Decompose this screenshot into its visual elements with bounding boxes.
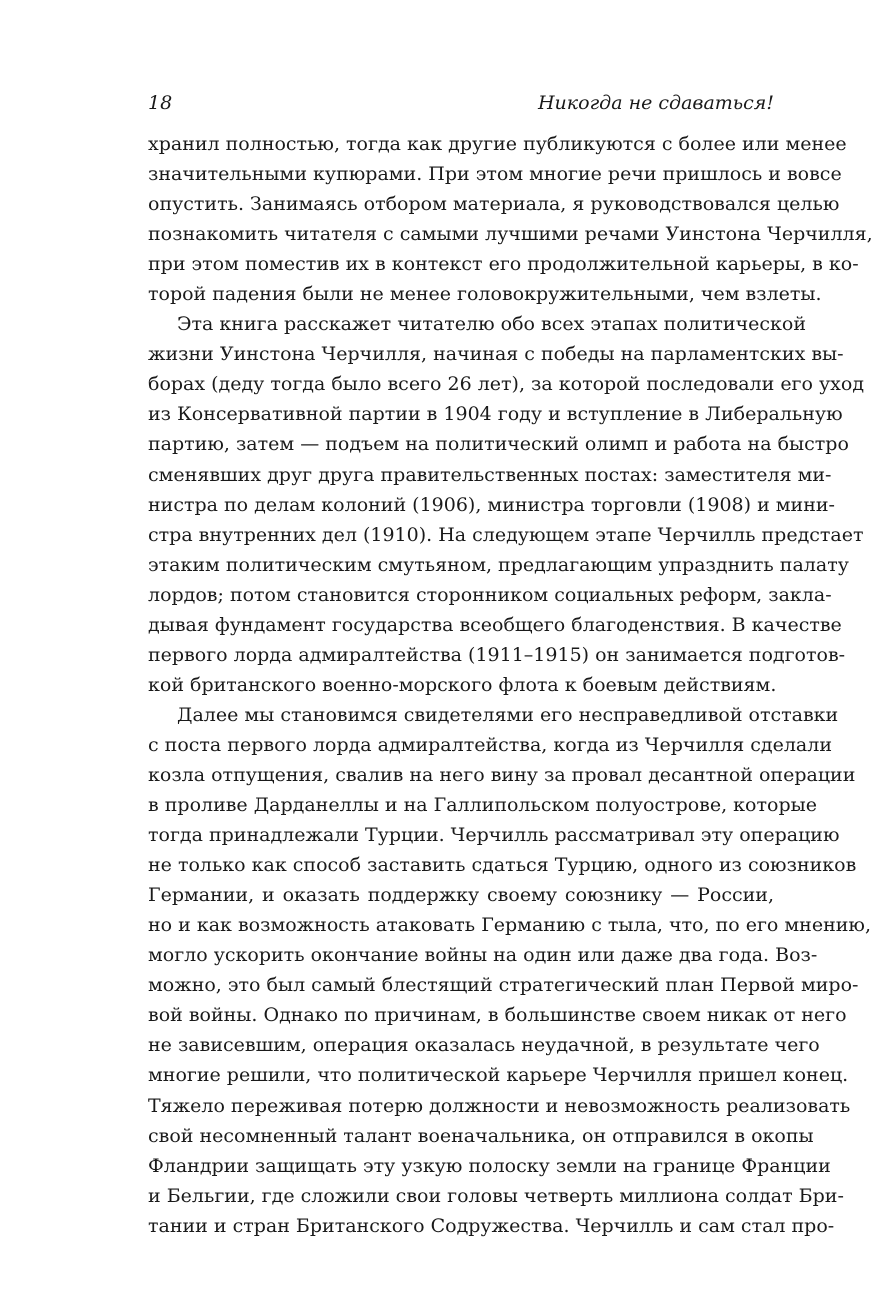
- text-line: хранил полностью, тогда как другие публикуются с более или менее: [148, 133, 847, 155]
- text-line: Далее мы становимся свидетелями его несправедливой отставки: [177, 703, 839, 726]
- text-line: не только как способ заставить сдаться Турцию, одного из союзников: [148, 854, 857, 877]
- text-line: жизни Уинстона Черчилля, начиная с победы на парламентских вы-: [148, 343, 844, 366]
- text-line: тании и стран Британского Содружества. Черчилль и сам стал про-: [148, 1214, 835, 1237]
- page-number: 18: [148, 92, 173, 114]
- text-line: с поста первого лорда адмиралтейства, когда из Черчилля сделали: [148, 733, 832, 756]
- running-title: Никогда не сдаваться!: [537, 92, 774, 114]
- text-line: и Бельгии, где сложили свои головы четверть миллиона солдат Бри-: [148, 1184, 844, 1207]
- paragraph-3: [148, 700, 871, 1241]
- text-line: не зависевшим, операция оказалась неудачной, в результате чего: [148, 1034, 820, 1057]
- text-line: дывая фундамент государства всеобщего благоденствия. В качестве: [148, 613, 842, 636]
- text-line: могло ускорить окончание войны на один или даже два года. Воз-: [148, 944, 818, 967]
- text-line: сменявших друг друга правительственных постах: заместителя ми-: [148, 463, 832, 486]
- text-line: партию, затем — подъем на политический олимп и работа на быстро: [148, 433, 849, 456]
- text-line: нистра по делам колоний (1906), министра торговли (1908) и мини-: [148, 493, 835, 516]
- text-line: значительными купюрами. При этом многие речи пришлось и вовсе: [148, 163, 842, 186]
- running-header: [148, 88, 774, 118]
- text-line: тогда принадлежали Турции. Черчилль рассматривал эту операцию: [148, 824, 840, 847]
- text-line: Тяжело переживая потерю должности и невозможность реализовать: [148, 1094, 851, 1117]
- text-line: борах (деду тогда было всего 26 лет), за которой последовали его уход: [148, 373, 865, 396]
- text-line: этаким политическим смутьяном, предлагающим упразднить палату: [148, 553, 849, 576]
- text-line: но и как возможность атаковать Германию с тыла, что, по его мнению,: [148, 914, 871, 937]
- text-line: лордов; потом становится сторонником социальных реформ, закла-: [148, 583, 832, 606]
- text-line: при этом поместив их в контекст его продолжительной карьеры, в ко-: [148, 253, 859, 276]
- text-line: Эта книга расскажет читателю обо всех этапах политической: [177, 313, 807, 336]
- text-line: вой войны. Однако по причинам, в большинстве своем никак от него: [148, 1004, 847, 1027]
- paragraph-1: [148, 129, 873, 309]
- text-line: можно, это был самый блестящий стратегический план Первой миро-: [148, 974, 859, 997]
- paragraph-2: [148, 309, 865, 700]
- text-line: первого лорда адмиралтейства (1911–1915) он занимается подготов-: [148, 643, 846, 666]
- body-text: [148, 129, 873, 1241]
- text-line: опустить. Занимаясь отбором материала, я руководствовался целью: [148, 193, 840, 216]
- text-line: из Консервативной партии в 1904 году и вступление в Либеральную: [148, 403, 843, 426]
- text-line: многие решили, что политической карьере Черчилля пришел конец.: [148, 1064, 849, 1087]
- text-line: торой падения были не менее головокружительными, чем взлеты.: [148, 283, 822, 306]
- text-line: кой британского военно-морского флота к боевым действиям.: [148, 673, 777, 696]
- text-line: Германии, и оказать поддержку своему союзнику — России,: [148, 884, 774, 907]
- text-line: козла отпущения, свалив на него вину за провал десантной операции: [148, 763, 856, 786]
- text-line: стра внутренних дел (1910). На следующем этапе Черчилль предстает: [148, 523, 864, 546]
- text-line: Фландрии защищать эту узкую полоску земли на границе Франции: [148, 1154, 831, 1177]
- text-line: свой несомненный талант военачальника, он отправился в окопы: [148, 1124, 814, 1147]
- text-line: в проливе Дарданеллы и на Галлипольском полуострове, которые: [148, 794, 817, 817]
- text-line: познакомить читателя с самыми лучшими речами Уинстона Черчилля,: [148, 223, 873, 246]
